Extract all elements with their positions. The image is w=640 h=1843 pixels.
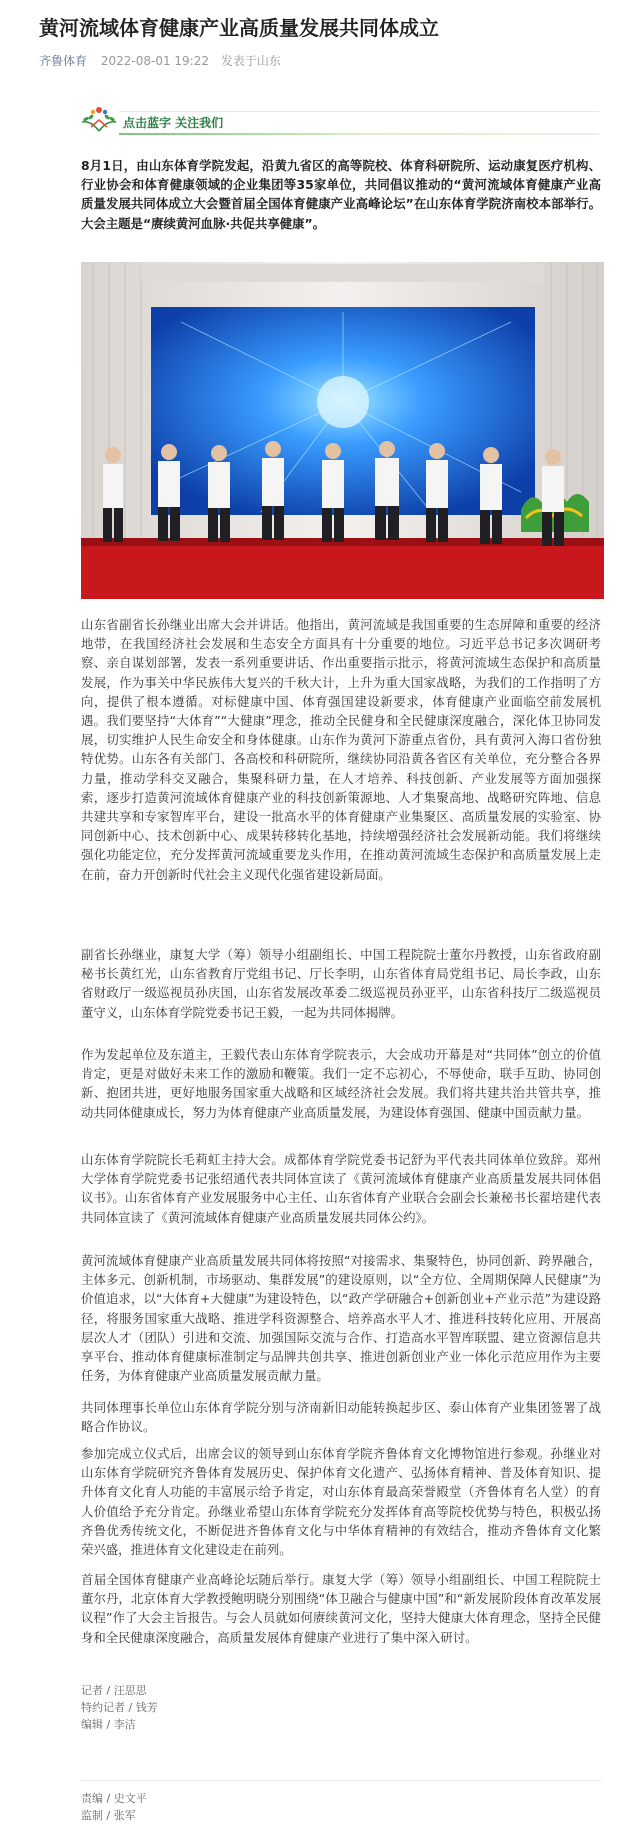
- credit-supervisor: 监制 / 张军: [81, 1809, 136, 1822]
- credits-divider: [81, 1780, 601, 1781]
- paragraph-principles: 黄河流域体育健康产业高质量发展共同体将按照“对接需求、集聚特色，协同创新、跨界融合，主体多元、创新机制，市场驱动、集群发展”的建设原则，以“全方位、全周期保障人民健康”为价值追求，以“大体育+大健康”为建设特色，以“政产学研融合+创新创业+产业示范”为建设路径，将服务国家重大战略、推进学科资源整合、培养高水平人才、推进科技转化应用、开展高层次人才（团队）引进和交流、加强国际交流与合作、打造高水平智库联盟、建立资源信息共享平台、推动体育健康标准制定与品牌共创共享、推进创新创业产业一体化示范应用作为主要任务，为体育健康产业高质量发展贡献力量。: [81, 1253, 601, 1384]
- credit-reviewer: 责编 / 史文平: [81, 1792, 147, 1805]
- publish-location: 发表于山东: [220, 54, 281, 68]
- credit-reporter: 记者 / 汪思思: [81, 1684, 147, 1697]
- paragraph-forum: 首届全国体育健康产业高峰论坛随后举行。康复大学（筹）领导小组副组长、中国工程院院士董尔丹，北京体育大学教授鲍明晓分别围绕“体卫融合与健康中国”和“新发展阶段体育改革发展议程”作了大会主旨报告。与会人员就如何赓续黄河文化，坚持大健康大体育理念，坚持全民健身和全民健康深度融合，高质量发展体育健康产业进行了集中深入研讨。: [81, 1572, 601, 1645]
- paragraph-agreement: 共同体理事长单位山东体育学院分别与济南新旧动能转换起步区、泰山体育产业集团签署了战略合作协议。: [81, 1400, 601, 1435]
- credits-block: [81, 1682, 158, 1733]
- article-title: 黄河流域体育健康产业高质量发展共同体成立: [39, 16, 439, 40]
- paragraph-host: 作为发起单位及东道主，王毅代表山东体育学院表示，大会成功开幕是对“共同体”创立的价值肯定，更是对做好未来工作的激励和鞭策。我们一定不忘初心，不辱使命，联手互助、协同创新、抱团共进，更好地服务国家重大战略和区域经济社会发展。我们将共建共治共管共享，推动共同体健康成长，努力为体育健康产业高质量发展，为建设体育强国、健康中国贡献力量。: [81, 1047, 601, 1120]
- olive-branch-logo-icon: [79, 103, 119, 137]
- banner-top-line: [119, 111, 599, 112]
- credit-special-reporter: 特约记者 / 钱芳: [81, 1701, 158, 1714]
- credit-editor: 编辑 / 李洁: [81, 1718, 136, 1731]
- paragraph-speech: 山东省副省长孙继业出席大会并讲话。他指出，黄河流域是我国重要的生态屏障和重要的经济地带，在我国经济社会发展和生态安全方面具有十分重要的地位。习近平总书记多次调研考察、亲自谋划部署，发表一系列重要讲话、作出重要指示批示，将黄河流域生态保护和高质量发展，作为事关中华民族伟大复兴的千秋大计，上升为重大国家战略，为我们的工作指明了方向，提供了根本遵循。对标健康中国、体育强国建设新要求，体育健康产业面临空前发展机遇。我们要坚持“大体育”“大健康”理念，推动全民健身和全民健康深度融合，深化体卫协同发展，切实维护人民生命安全和身体健康。山东作为黄河下游重点省份，具有黄河入海口省份独特优势。山东各有关部门、各高校和科研院所，继续协同沿黄各省区有关单位，充分整合各界力量，推动学科交叉融合，集聚科研力量，在人才培养、科技创新、产业发展等方面加强探索，逐步打造黄河流域体育健康产业的科技创新策源地、人才集聚高地、战略研究阵地、信息共建共享和专家智库平台，建设一批高水平的体育健康产业集聚区、高质量发展的实验室、协同创新中心、技术创新中心、成果转移转化基地，持续增强经济社会发展新动能。我们将继续强化功能定位，充分发挥黄河流域重要龙头作用，在推动黄河流域生态保护和高质量发展上走在前，奋力开创新时代社会主义现代化强省建设新局面。: [81, 617, 601, 882]
- ceremony-photo: [81, 262, 604, 599]
- unveiling-ceremony-photo-icon: [81, 262, 604, 599]
- paragraph-museum: 参加完成立仪式后，出席会议的领导到山东体育学院齐鲁体育文化博物馆进行参观。孙继业对山东体育学院研究齐鲁体育发展历史、保护体育文化遗产、弘扬体育精神、普及体育知识、提升体育文化育人功能的丰富展示给予肯定，对山东体育最高荣誉殿堂（齐鲁体育名人堂）的育人价值给予充分肯定。孙继业希望山东体育学院充分发挥体育高等院校优势与特色，积极弘扬齐鲁优秀传统文化，不断促进齐鲁体育文化与中华体育精神的有效结合，推动齐鲁体育文化繁荣兴盛，推进体育文化建设走在前列。: [81, 1446, 601, 1558]
- paragraph-declaration: 山东体育学院院长毛莉虹主持大会。成都体育学院党委书记舒为平代表共同体单位致辞。郑州大学体育学院党委书记张绍通代表共同体宣读了《黄河流域体育健康产业高质量发展共同体倡议书》。山东省体育产业发展服务中心主任、山东省体育产业联合会副会长兼秘书长翟培建代表共同体宣读了《黄河流域体育健康产业高质量发展共同体公约》。: [81, 1152, 601, 1225]
- review-block: [81, 1790, 147, 1824]
- banner-underline: [119, 133, 599, 135]
- article-meta: [39, 52, 281, 69]
- follow-us-text: 点击蓝字 关注我们: [123, 116, 224, 130]
- paragraph-unveiling: 副省长孙继业，康复大学（筹）领导小组副组长、中国工程院院士董尔丹教授，山东省政府副秘书长黄红光，山东省教育厅党组书记、厅长李明，山东省体育局党组书记、局长李政，山东省财政厅一级巡视员孙庆国，山东省发展改革委二级巡视员孙亚平，山东省科技厅二级巡视员董守义，山东体育学院党委书记王毅，一起为共同体揭牌。: [81, 947, 601, 1020]
- publish-time: 2022-08-01 19:22: [100, 54, 209, 68]
- account-name-link[interactable]: 齐鲁体育: [39, 54, 88, 68]
- follow-banner[interactable]: [79, 103, 601, 141]
- lead-paragraph: 8月1日，由山东体育学院发起，沿黄九省区的高等院校、体育科研院所、运动康复医疗机构、行业协会和体育健康领域的企业集团等35家单位，共同倡议推动的“黄河流域体育健康产业高质量发展共同体成立大会暨首届全国体育健康产业高峰论坛”在山东体育学院济南校本部举行。大会主题是“赓续黄河血脉·共促共享健康”。: [81, 158, 601, 231]
